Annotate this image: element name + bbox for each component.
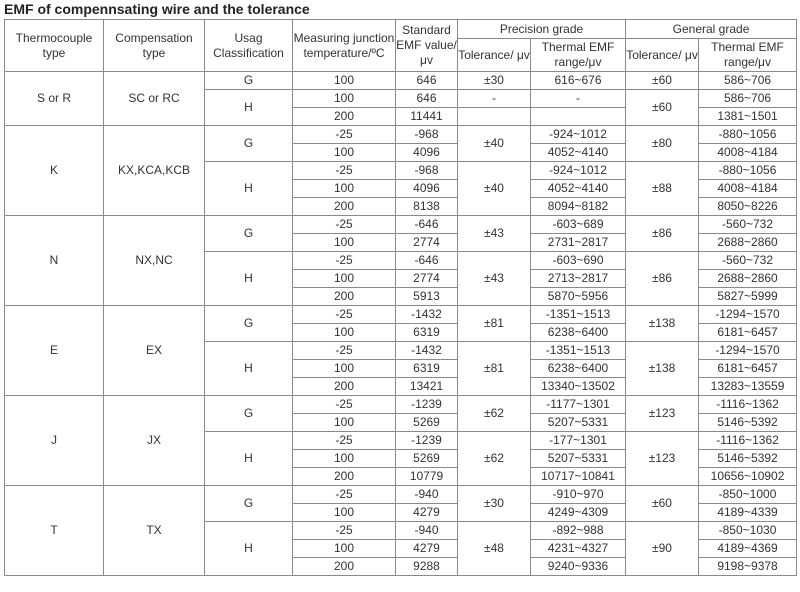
header-thermocouple-type: Thermocouple type [5,20,104,72]
usage-class-cell: H [205,522,293,576]
temperature-cell: -25 [293,486,396,504]
precision-range-cell: 9240~9336 [531,558,626,576]
table-row [5,486,797,504]
usage-class-cell: G [205,486,293,522]
general-range-cell: -560~732 [699,216,797,234]
usage-class-cell: H [205,342,293,396]
temperature-cell: -25 [293,432,396,450]
usage-class-cell: G [205,126,293,162]
standard-emf-cell: -1239 [396,432,458,450]
precision-range-cell: -1351~1513 [531,342,626,360]
usage-class-cell: H [205,162,293,216]
temperature-cell: -25 [293,162,396,180]
thermocouple-type-cell: J [5,396,104,486]
usage-class-cell: G [205,396,293,432]
general-range-cell: 5146~5392 [699,450,797,468]
general-range-cell: 6181~6457 [699,360,797,378]
precision-range-cell: 4052~4140 [531,180,626,198]
temperature-cell: 100 [293,414,396,432]
temperature-cell: -25 [293,252,396,270]
standard-emf-cell: -646 [396,252,458,270]
general-tolerance-cell: ±60 [626,72,699,90]
standard-emf-cell: 2774 [396,234,458,252]
thermocouple-type-cell: E [5,306,104,396]
standard-emf-cell: -646 [396,216,458,234]
general-tolerance-cell: ±60 [626,486,699,522]
temperature-cell: 100 [293,270,396,288]
precision-tolerance-cell: ±48 [458,522,531,576]
temperature-cell: -25 [293,306,396,324]
precision-range-cell: 616~676 [531,72,626,90]
table-row [5,396,797,414]
general-range-cell: -1116~1362 [699,432,797,450]
precision-tolerance-cell: ±30 [458,72,531,90]
precision-tolerance-cell: ±40 [458,126,531,162]
temperature-cell: -25 [293,396,396,414]
table-row [5,72,797,90]
standard-emf-cell: 11441 [396,108,458,126]
general-range-cell: -850~1000 [699,486,797,504]
standard-emf-cell: 5269 [396,450,458,468]
temperature-cell: 200 [293,378,396,396]
precision-range-cell: 6238~6400 [531,360,626,378]
general-range-cell: 2688~2860 [699,234,797,252]
table-row [5,126,797,144]
compensation-type-cell: NX,NC [104,216,205,306]
precision-range-cell [531,108,626,126]
header-general-grade: General grade [626,20,797,39]
precision-range-cell: -892~988 [531,522,626,540]
general-range-cell: 586~706 [699,72,797,90]
general-tolerance-cell: ±88 [626,162,699,216]
standard-emf-cell: 8138 [396,198,458,216]
temperature-cell: 100 [293,144,396,162]
header-precision-grade: Precision grade [458,20,626,39]
precision-range-cell: 8094~8182 [531,198,626,216]
header-usage-classification: Usag Classification [205,20,293,72]
general-range-cell: -1294~1570 [699,342,797,360]
temperature-cell: 200 [293,468,396,486]
header-precision-tolerance: Tolerance/ μv [458,39,531,72]
general-tolerance-cell: ±90 [626,522,699,576]
precision-range-cell: -1177~1301 [531,396,626,414]
temperature-cell: -25 [293,126,396,144]
precision-tolerance-cell: ±62 [458,396,531,432]
general-range-cell: 9198~9378 [699,558,797,576]
precision-range-cell: - [531,90,626,108]
header-general-range: Thermal EMF range/μv [699,39,797,72]
temperature-cell: -25 [293,522,396,540]
standard-emf-cell: -1239 [396,396,458,414]
standard-emf-cell: 10779 [396,468,458,486]
precision-tolerance-cell: - [458,90,531,108]
usage-class-cell: H [205,252,293,306]
table-row [5,216,797,234]
general-tolerance-cell: ±123 [626,396,699,432]
compensation-type-cell: TX [104,486,205,576]
compensation-type-cell: SC or RC [104,72,205,126]
general-range-cell: 4189~4369 [699,540,797,558]
page-title: EMF of compennsating wire and the tolerance [4,1,310,17]
standard-emf-cell: -968 [396,162,458,180]
temperature-cell: 100 [293,180,396,198]
general-range-cell: 2688~2860 [699,270,797,288]
standard-emf-cell: 4096 [396,144,458,162]
standard-emf-cell: 646 [396,72,458,90]
usage-class-cell: H [205,90,293,126]
precision-range-cell: -910~970 [531,486,626,504]
standard-emf-cell: 9288 [396,558,458,576]
precision-range-cell: 5870~5956 [531,288,626,306]
standard-emf-cell: 4096 [396,180,458,198]
precision-range-cell: -924~1012 [531,126,626,144]
header-measuring-temperature: Measuring junction temperature/ºC [293,20,396,72]
emf-tolerance-table [4,19,797,576]
thermocouple-type-cell: S or R [5,72,104,126]
temperature-cell: 100 [293,324,396,342]
general-tolerance-cell: ±86 [626,216,699,252]
general-range-cell: -880~1056 [699,126,797,144]
precision-range-cell: 4052~4140 [531,144,626,162]
standard-emf-cell: 5269 [396,414,458,432]
precision-range-cell: -1351~1513 [531,306,626,324]
precision-tolerance-cell: ±62 [458,432,531,486]
general-range-cell: 4008~4184 [699,144,797,162]
temperature-cell: 100 [293,504,396,522]
compensation-type-cell: EX [104,306,205,396]
general-range-cell: -850~1030 [699,522,797,540]
temperature-cell: 200 [293,108,396,126]
precision-range-cell: 10717~10841 [531,468,626,486]
header-standard-emf: Standard EMF value/μv [396,20,458,72]
precision-range-cell: -177~1301 [531,432,626,450]
standard-emf-cell: 6319 [396,324,458,342]
general-range-cell: 8050~8226 [699,198,797,216]
standard-emf-cell: -1432 [396,306,458,324]
usage-class-cell: G [205,72,293,90]
temperature-cell: 200 [293,558,396,576]
standard-emf-cell: -940 [396,522,458,540]
precision-tolerance-cell: ±81 [458,342,531,396]
header-precision-range: Thermal EMF range/μv [531,39,626,72]
standard-emf-cell: 2774 [396,270,458,288]
precision-tolerance-cell [458,108,531,126]
compensation-type-cell: JX [104,396,205,486]
precision-tolerance-cell: ±40 [458,162,531,216]
precision-tolerance-cell: ±81 [458,306,531,342]
precision-range-cell: 5207~5331 [531,414,626,432]
general-range-cell: -1294~1570 [699,306,797,324]
precision-range-cell: -924~1012 [531,162,626,180]
precision-range-cell: 4249~4309 [531,504,626,522]
temperature-cell: 100 [293,234,396,252]
precision-range-cell: -603~689 [531,216,626,234]
precision-range-cell: -603~690 [531,252,626,270]
usage-class-cell: H [205,432,293,486]
precision-range-cell: 2731~2817 [531,234,626,252]
precision-tolerance-cell: ±43 [458,216,531,252]
usage-class-cell: G [205,216,293,252]
general-range-cell: 5827~5999 [699,288,797,306]
temperature-cell: 100 [293,90,396,108]
precision-range-cell: 5207~5331 [531,450,626,468]
precision-tolerance-cell: ±30 [458,486,531,522]
general-range-cell: 6181~6457 [699,324,797,342]
thermocouple-type-cell: N [5,216,104,306]
general-tolerance-cell: ±123 [626,432,699,486]
temperature-cell: 100 [293,360,396,378]
general-range-cell: 13283~13559 [699,378,797,396]
temperature-cell: -25 [293,342,396,360]
precision-range-cell: 13340~13502 [531,378,626,396]
temperature-cell: 100 [293,540,396,558]
general-range-cell: 586~706 [699,90,797,108]
temperature-cell: 200 [293,288,396,306]
precision-range-cell: 2713~2817 [531,270,626,288]
standard-emf-cell: -1432 [396,342,458,360]
general-tolerance-cell: ±80 [626,126,699,162]
general-tolerance-cell: ±138 [626,306,699,342]
standard-emf-cell: 4279 [396,504,458,522]
general-range-cell: 4008~4184 [699,180,797,198]
temperature-cell: 200 [293,198,396,216]
temperature-cell: 100 [293,72,396,90]
standard-emf-cell: 13421 [396,378,458,396]
temperature-cell: 100 [293,450,396,468]
standard-emf-cell: -940 [396,486,458,504]
precision-range-cell: 6238~6400 [531,324,626,342]
header-general-tolerance: Tolerance/ μv [626,39,699,72]
standard-emf-cell: -968 [396,126,458,144]
temperature-cell: -25 [293,216,396,234]
thermocouple-type-cell: T [5,486,104,576]
general-range-cell: -880~1056 [699,162,797,180]
standard-emf-cell: 646 [396,90,458,108]
header-compensation-type: Compensation type [104,20,205,72]
usage-class-cell: G [205,306,293,342]
general-range-cell: 4189~4339 [699,504,797,522]
general-range-cell: 1381~1501 [699,108,797,126]
general-range-cell: -560~732 [699,252,797,270]
general-tolerance-cell: ±138 [626,342,699,396]
general-range-cell: 5146~5392 [699,414,797,432]
table-row [5,306,797,324]
general-tolerance-cell: ±86 [626,252,699,306]
header-row-1 [5,20,797,39]
standard-emf-cell: 6319 [396,360,458,378]
thermocouple-type-cell: K [5,126,104,216]
standard-emf-cell: 5913 [396,288,458,306]
precision-range-cell: 4231~4327 [531,540,626,558]
general-tolerance-cell: ±60 [626,90,699,126]
precision-tolerance-cell: ±43 [458,252,531,306]
compensation-type-cell: KX,KCA,KCB [104,126,205,216]
standard-emf-cell: 4279 [396,540,458,558]
general-range-cell: -1116~1362 [699,396,797,414]
general-range-cell: 10656~10902 [699,468,797,486]
